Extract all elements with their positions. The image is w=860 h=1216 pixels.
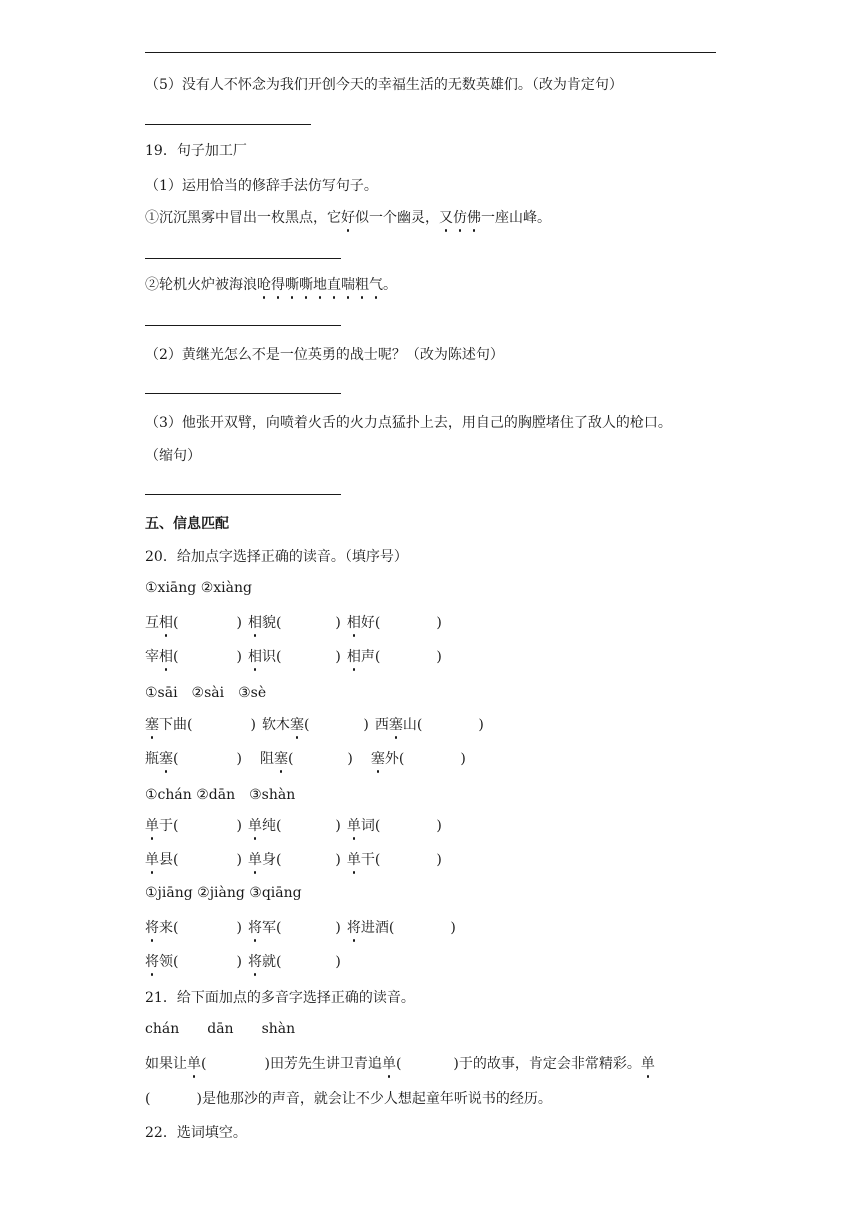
- paren-close: ): [236, 751, 242, 767]
- paren-open: (: [303, 717, 310, 733]
- q20-item: [371, 751, 466, 767]
- dotted-char: 单: [347, 849, 361, 869]
- paren-close: ): [335, 954, 341, 970]
- word-part: 宰: [145, 649, 159, 665]
- q20-item: [375, 717, 484, 733]
- q20-item: [248, 818, 341, 834]
- paren-close: ): [436, 852, 442, 868]
- dotted-char: 塞: [145, 714, 159, 734]
- dotted-char: 又: [439, 207, 453, 227]
- q20-item: [262, 717, 369, 733]
- paren-close: ): [236, 615, 242, 631]
- text: 。: [383, 277, 397, 293]
- q20-row: [145, 748, 466, 768]
- q20-group1-options: ①xiāng ②xiàng: [145, 580, 252, 596]
- q20-item: [248, 954, 341, 970]
- paren-close: ): [335, 615, 341, 631]
- dotted-char: 气: [369, 274, 383, 294]
- dotted-char: 喘: [341, 274, 355, 294]
- text: 是他那沙的声音，就会让不少人想起童年听说书的经历。: [201, 1091, 552, 1107]
- q20-row: [145, 646, 442, 666]
- word-part: 就: [261, 954, 276, 970]
- paren-open: (: [395, 1056, 402, 1072]
- dotted-char: 相: [347, 612, 361, 632]
- q20-item: [145, 649, 242, 665]
- dotted-char: 将: [248, 951, 262, 971]
- dotted-char: 将: [248, 917, 262, 937]
- dotted-char: 地: [313, 274, 327, 294]
- word-part: 来: [159, 920, 173, 936]
- dotted-char: 相: [347, 646, 361, 666]
- text: ②轮机火炉被海浪: [145, 277, 257, 293]
- q20-item: [145, 751, 242, 767]
- paren-open: (: [173, 649, 179, 665]
- paren-open: (: [398, 751, 405, 767]
- paren-open: (: [388, 920, 395, 936]
- q20-item: [145, 920, 242, 936]
- answer-line: [145, 258, 341, 259]
- q20-item: [347, 615, 442, 631]
- q20-row: [145, 714, 484, 734]
- answer-line: [145, 124, 311, 125]
- q20-item: [145, 818, 242, 834]
- paren-open: (: [374, 615, 381, 631]
- dotted-char: 得: [271, 274, 285, 294]
- paren-open: (: [275, 818, 282, 834]
- dotted-char: 单: [145, 849, 159, 869]
- answer-line: [145, 393, 341, 394]
- q21-line2: [145, 1088, 552, 1108]
- dotted-char: 单: [382, 1053, 396, 1073]
- q20-group3-options: ①chán ②dān ③shàn: [145, 787, 296, 803]
- dotted-char: 佛: [467, 207, 481, 227]
- paren-close: ): [236, 852, 242, 868]
- q19-part1: （1）运用恰当的修辞手法仿写句子。: [145, 178, 378, 194]
- word-part: 互: [145, 615, 159, 631]
- dotted-char: 嘶: [299, 274, 313, 294]
- paren-close: ): [450, 920, 456, 936]
- word-part: 纯: [261, 818, 276, 834]
- dotted-char: 塞: [389, 714, 403, 734]
- dotted-char: 塞: [290, 714, 304, 734]
- q20-item: [248, 649, 341, 665]
- q19-sentence1: [145, 207, 551, 227]
- paren-close: ): [363, 717, 369, 733]
- q20-item: [347, 920, 456, 936]
- paren-open: (: [173, 954, 179, 970]
- dotted-char: 塞: [159, 748, 173, 768]
- answer-line: [145, 325, 341, 326]
- dotted-char: 粗: [355, 274, 369, 294]
- paren-close: ): [335, 818, 341, 834]
- option: dān: [207, 1021, 234, 1037]
- q21-title: 21．给下面加点的多音字选择正确的读音。: [145, 990, 415, 1006]
- q20-item: [145, 717, 256, 733]
- q19-title: 19．句子加工厂: [145, 143, 247, 159]
- paren-close: ): [335, 920, 341, 936]
- q20-row: [145, 815, 442, 835]
- q20-item: [145, 615, 242, 631]
- dotted-phrase: [257, 277, 383, 293]
- q20-title: 20．给加点字选择正确的读音。（填序号）: [145, 549, 408, 565]
- dotted-char: 将: [145, 917, 159, 937]
- q19-part2: （2）黄继光怎么不是一位英勇的战士呢？（改为陈述句）: [145, 347, 504, 363]
- paren-open: (: [374, 818, 381, 834]
- paren-close: ): [264, 1056, 270, 1072]
- paren-close: ): [436, 818, 442, 834]
- paren-open: (: [287, 751, 294, 767]
- dotted-char: 呛: [257, 274, 271, 294]
- dotted-char: 直: [327, 274, 341, 294]
- paren-close: ): [196, 1091, 202, 1107]
- q20-row: [145, 849, 442, 869]
- paren-close: ): [236, 649, 242, 665]
- text: 一座山峰。: [481, 210, 551, 226]
- word-part: 身: [261, 852, 276, 868]
- word-part: 进酒: [360, 920, 389, 936]
- paren-close: ): [347, 751, 353, 767]
- q19-part3-note: （缩句）: [145, 448, 201, 464]
- paren-open: (: [374, 852, 381, 868]
- q20-item: [248, 920, 341, 936]
- word-part: 军: [261, 920, 276, 936]
- paren-close: ): [250, 717, 256, 733]
- paren-open: (: [173, 615, 179, 631]
- paren-close: ): [436, 649, 442, 665]
- q19-sentence2: [145, 274, 397, 294]
- word-part: 县: [159, 852, 173, 868]
- word-part: 瓶: [145, 751, 159, 767]
- q20-item: [347, 852, 442, 868]
- word-part: 于: [159, 818, 173, 834]
- text: 如果让: [145, 1056, 187, 1072]
- dotted-char: 单: [347, 815, 361, 835]
- dotted-char: 仿: [453, 207, 467, 227]
- word-part: 声: [360, 649, 375, 665]
- dotted-char: 相: [248, 612, 262, 632]
- dotted-char: 塞: [371, 748, 385, 768]
- paren-open: (: [187, 717, 193, 733]
- paren-open: (: [275, 852, 282, 868]
- word-part: 识: [261, 649, 276, 665]
- paren-open: (: [173, 920, 179, 936]
- word-part: 貌: [261, 615, 276, 631]
- dotted-char: 相: [248, 646, 262, 666]
- section-heading: 五、信息匹配: [145, 516, 229, 532]
- word-part: 西: [374, 717, 389, 733]
- option: shàn: [261, 1021, 296, 1037]
- q20-row: [145, 612, 442, 632]
- paren-close: ): [236, 818, 242, 834]
- text: 似一个幽灵，: [355, 210, 439, 226]
- q21-line1: [145, 1053, 655, 1073]
- q20-item: [248, 852, 341, 868]
- word-part: 外: [384, 751, 399, 767]
- word-part: 好: [360, 615, 375, 631]
- word-part: 软木: [261, 717, 290, 733]
- paren-open: (: [173, 818, 179, 834]
- dotted-char: 单: [248, 815, 262, 835]
- paren-open: (: [275, 954, 282, 970]
- dotted-char: 相: [159, 646, 173, 666]
- paren-open: (: [173, 751, 179, 767]
- word-part: 领: [159, 954, 173, 970]
- option: chán: [145, 1021, 180, 1037]
- paren-open: (: [275, 615, 282, 631]
- dotted-char: 单: [145, 815, 159, 835]
- q20-row: [145, 917, 456, 937]
- paren-open: (: [201, 1056, 207, 1072]
- dotted-char: 好: [341, 207, 355, 227]
- q22-title: 22．选词填空。: [145, 1125, 247, 1141]
- word-part: 干: [360, 852, 375, 868]
- paren-open: (: [173, 852, 179, 868]
- paren-close: ): [460, 751, 466, 767]
- dotted-char: 将: [145, 951, 159, 971]
- paren-close: ): [436, 615, 442, 631]
- paren-open: (: [416, 717, 423, 733]
- paren-close: ): [335, 649, 341, 665]
- q20-group2-options: ①sāi ②sài ③sè: [145, 685, 267, 701]
- top-divider: [145, 52, 716, 53]
- dotted-char: 单: [641, 1053, 655, 1073]
- answer-line: [145, 494, 341, 495]
- q20-item: [248, 615, 341, 631]
- paren-close: ): [335, 852, 341, 868]
- q20-group4-options: ①jiāng ②jiàng ③qiāng: [145, 885, 302, 901]
- q20-item: [347, 649, 442, 665]
- text: 于的故事，肯定会非常精彩。: [458, 1056, 641, 1072]
- text: 田芳先生讲卫青追: [269, 1056, 382, 1072]
- dotted-char: 塞: [274, 748, 288, 768]
- word-part: 下曲: [159, 717, 187, 733]
- word-part: 阻: [259, 751, 274, 767]
- q18-item5: （5）没有人不怀念为我们开创今天的幸福生活的无数英雄们。（改为肯定句）: [145, 77, 623, 93]
- q20-item: [145, 954, 242, 970]
- word-part: 山: [402, 717, 417, 733]
- paren-open: (: [275, 649, 282, 665]
- q19-part3: （3）他张开双臂，向喷着火舌的火力点猛扑上去，用自己的胸膛堵住了敌人的枪口。: [145, 415, 672, 431]
- dotted-char: 将: [347, 917, 361, 937]
- q20-row: [145, 951, 341, 971]
- paren-close: ): [236, 920, 242, 936]
- dotted-char: 单: [187, 1053, 201, 1073]
- dotted-char: 单: [248, 849, 262, 869]
- paren-open: (: [275, 920, 282, 936]
- dotted-char: 相: [159, 612, 173, 632]
- text: ①沉沉黑雾中冒出一枚黑点，它: [145, 210, 341, 226]
- paren-open: (: [374, 649, 381, 665]
- paren-close: ): [453, 1056, 459, 1072]
- paren-close: ): [236, 954, 242, 970]
- paren-close: ): [478, 717, 484, 733]
- q20-item: [145, 852, 242, 868]
- q20-item: [260, 751, 353, 767]
- word-part: 词: [360, 818, 375, 834]
- q21-options: [145, 1021, 295, 1037]
- q20-item: [347, 818, 442, 834]
- paren-open: (: [145, 1091, 151, 1107]
- dotted-char: 嘶: [285, 274, 299, 294]
